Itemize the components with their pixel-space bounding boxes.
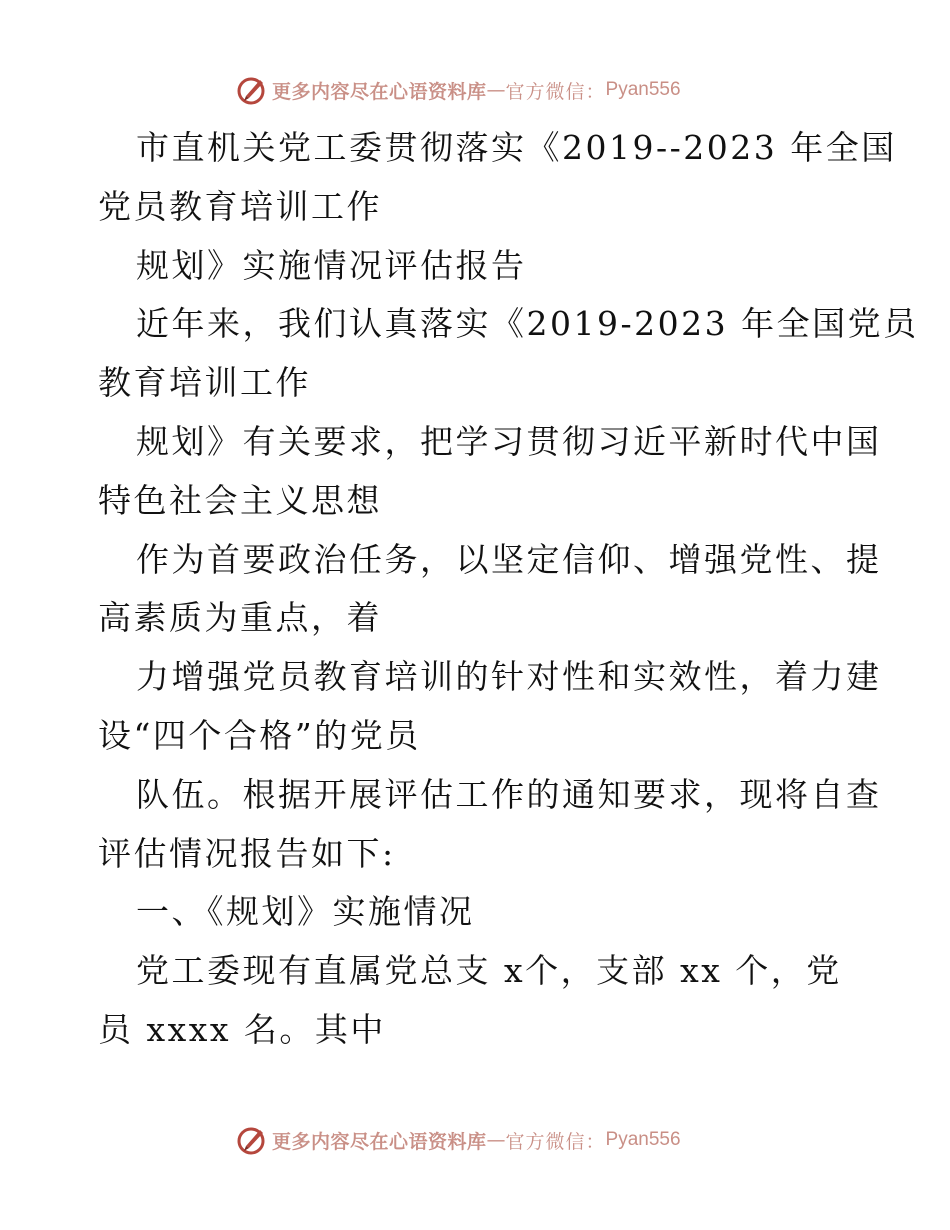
quill-pen-circle-icon xyxy=(236,1124,268,1156)
document-line: 教育培训工作 xyxy=(98,363,311,403)
document-line: 党员教育培训工作 xyxy=(98,186,382,226)
watermark-wechat-id: Pyan556 xyxy=(605,79,681,100)
document-line: 市直机关党工委贯彻落实《2019--2023 年全国 xyxy=(136,128,897,167)
header-watermark xyxy=(236,74,681,106)
footer-watermark xyxy=(236,1124,681,1156)
document-line: 评估情况报告如下: xyxy=(98,833,396,873)
document-line: 队伍。根据开展评估工作的通知要求，现将自查 xyxy=(136,774,882,814)
quill-pen-circle-icon xyxy=(236,74,268,106)
watermark-wechat-label: 官方微信： xyxy=(505,1130,606,1153)
watermark-wechat-label: 官方微信： xyxy=(505,80,606,103)
document-line: 党工委现有直属党总支 x个，支部 xx 个，党 xyxy=(136,951,842,991)
document-line: 特色社会主义思想 xyxy=(98,480,382,520)
watermark-main-text: 更多内容尽在心语资料库 xyxy=(272,80,487,103)
watermark-dash: — xyxy=(486,79,506,101)
document-line: 员 xxxx 名。其中 xyxy=(98,1009,386,1049)
document-line: 近年来，我们认真落实《2019-2023 年全国党员 xyxy=(136,304,919,344)
watermark-main-text: 更多内容尽在心语资料库 xyxy=(272,1130,487,1153)
document-body xyxy=(98,119,919,1060)
watermark-wechat-id: Pyan556 xyxy=(605,1129,681,1150)
document-line: 高素质为重点，着 xyxy=(98,598,382,638)
section-heading: 一、《规划》实施情况 xyxy=(136,892,475,932)
document-line: 力增强党员教育培训的针对性和实效性，着力建 xyxy=(136,657,882,697)
document-line: 作为首要政治任务，以坚定信仰、增强党性、提 xyxy=(136,539,882,579)
document-line: 规划》实施情况评估报告 xyxy=(136,245,527,285)
document-line: 规划》有关要求，把学习贯彻习近平新时代中国 xyxy=(136,421,882,461)
watermark-dash: — xyxy=(486,1129,506,1151)
document-line: 设“四个合格”的党员 xyxy=(98,715,421,755)
